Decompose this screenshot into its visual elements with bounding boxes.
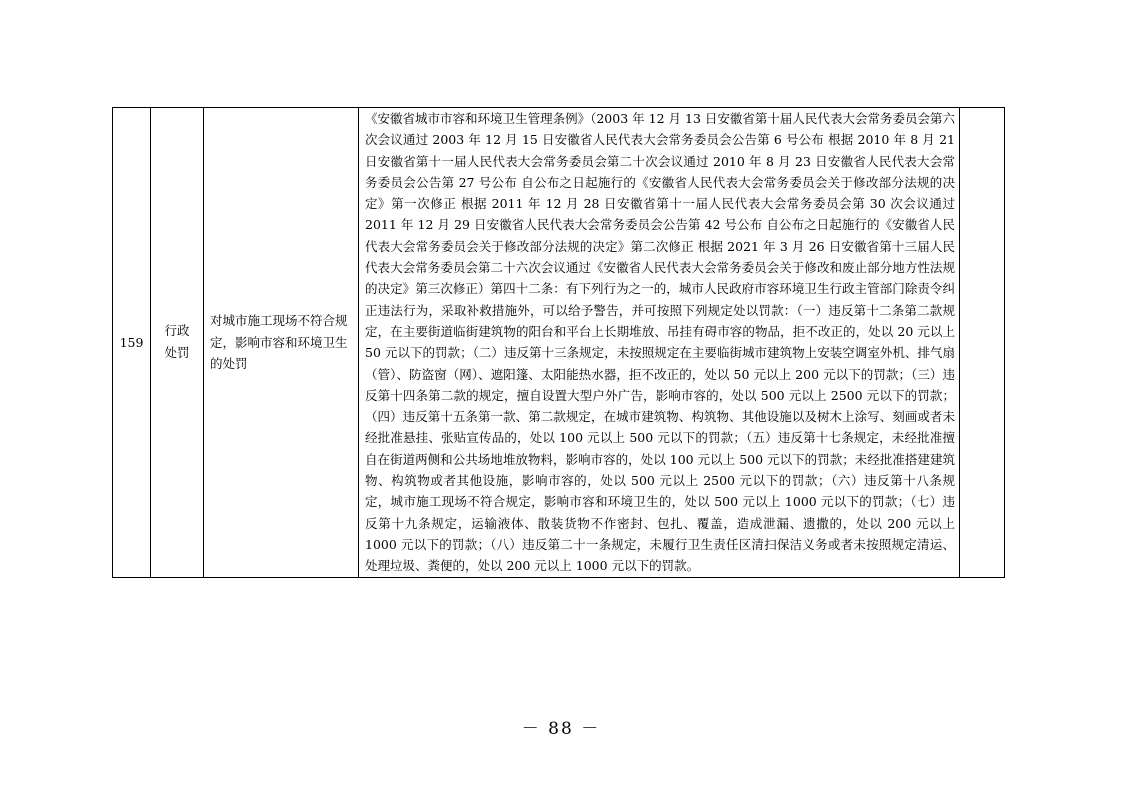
powers-list-table [112,107,1005,578]
power-type-cell [151,108,204,578]
table-row [113,108,1005,578]
page-number: － 88 － [521,719,601,739]
legal-basis: 《安徽省城市市容和环境卫生管理条例》（2003 年 12 月 13 日安徽省第十届人民代表大会常务委员会第六次会议通过 2003 年 12 月 15 日安徽省人民代表大会常务委员会公告第 6 号公布 根据 2010 年 8 月 21 日安徽省第十一届人民代表大会常务委员会第二十次会议通过 2010 年 8 月 23 日安徽省人民代表大会常务委员会公告第 27 号公布 自公布之日起施行的《安徽省人民代表大会常务委员会关于修改部分法规的决定》第一次修正 根据 2011 年 12 月 28 日安徽省第十一届人民代表大会常务委员会第 30 次会议通过 2011 年 12 月 29 日安徽省人民代表大会常务委员会公告第 42 号公布 自公布之日起施行的《安徽省人民代表大会常务委员会关于修改部分法规的决定》第二次修正 根据 2021 年 3 月 26 日安徽省第十三届人民代表大会常务委员会第二十六次会议通过《安徽省人民代表大会常务委员会关于修改和废止部分地方性法规的决定》第三次修正）第四十二条：有下列行为之一的，城市人民政府市容环境卫生行政主管部门除责令纠正违法行为，采取补救措施外，可以给予警告，并可按照下列规定处以罚款：（一）违反第十二条第二款规定，在主要街道临街建筑物的阳台和平台上长期堆放、吊挂有碍市容的物品，拒不改正的，处以 20 元以上 50 元以下的罚款；（二）违反第十三条规定，未按照规定在主要临街城市建筑物上安装空调室外机、排气扇（管）、防盗窗（网）、遮阳篷、太阳能热水器，拒不改正的，处以 50 元以上 200 元以下的罚款；（三）违反第十四条第二款的规定，擅自设置大型户外广告，影响市容的，处以 500 元以上 2500 元以下的罚款；（四）违反第十五条第一款、第二款规定，在城市建筑物、构筑物、其他设施以及树木上涂写、刻画或者未经批准悬挂、张贴宣传品的，处以 100 元以上 500 元以下的罚款；（五）违反第十七条规定，未经批准擅自在街道两侧和公共场地堆放物料，影响市容的，处以 100 元以上 500 元以下的罚款；未经批准搭建建筑物、构筑物或者其他设施，影响市容的，处以 500 元以上 2500 元以下的罚款；（六）违反第十八条规定，城市施工现场不符合规定，影响市容和环境卫生的，处以 500 元以上 1000 元以下的罚款；（七）违反第十九条规定，运输液体、散装货物不作密封、包扎、覆盖，造成泄漏、遗撒的，处以 200 元以上 1000 元以下的罚款；（八）违反第二十一条规定，未履行卫生责任区清扫保洁义务或者未按照规定清运、处理垃圾、粪便的，处以 200 元以上 1000 元以下的罚款。 [359,108,960,578]
item-number: 159 [113,108,151,578]
remarks-cell [960,108,1005,578]
power-item-name: 对城市施工现场不符合规定，影响市容和环境卫生的处罚 [204,108,359,578]
power-type: 行政处罚 [164,323,190,361]
